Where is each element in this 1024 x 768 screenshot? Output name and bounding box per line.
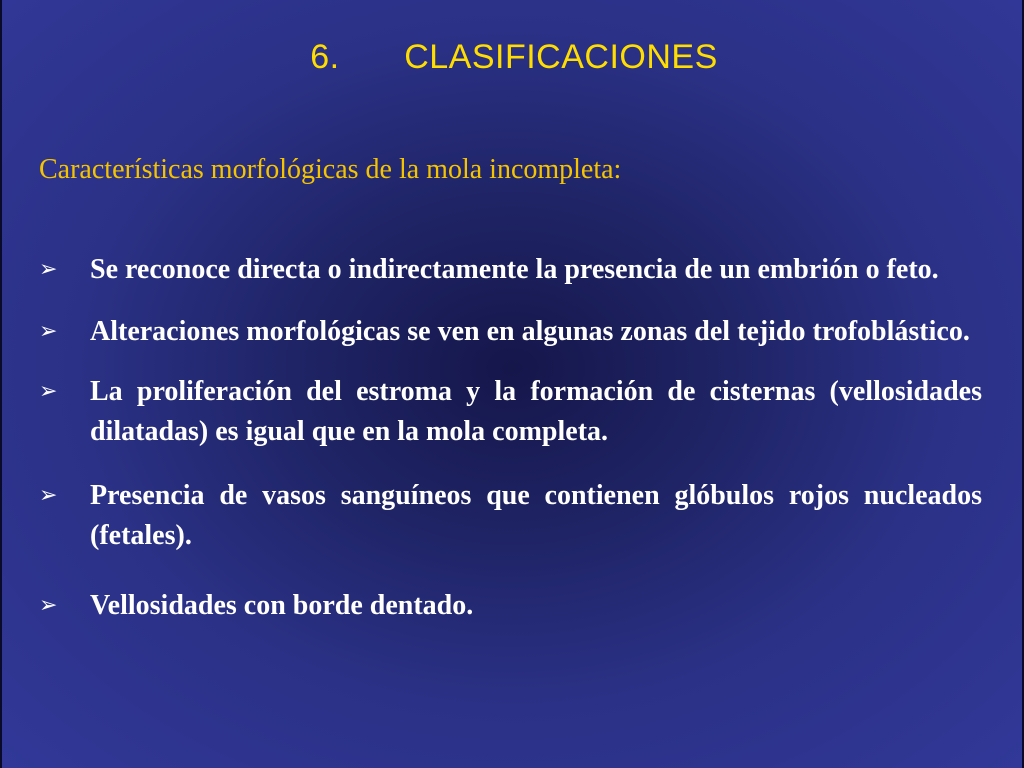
title-number: 6. xyxy=(310,38,340,76)
bullet-text: Alteraciones morfológicas se ven en algunas zonas del tejido trofoblástico. xyxy=(90,316,970,347)
arrow-bullet-icon: ➢ xyxy=(39,379,58,404)
slide-subtitle: Características morfológicas de la mola incompleta: xyxy=(39,154,622,185)
arrow-bullet-icon: ➢ xyxy=(39,593,58,618)
title-text: CLASIFICACIONES xyxy=(404,38,718,76)
bullet-text: Se reconoce directa o indirectamente la presencia de un embrión o feto. xyxy=(90,254,939,285)
arrow-bullet-icon: ➢ xyxy=(39,483,58,508)
bullet-item xyxy=(39,372,982,452)
bullet-item xyxy=(39,312,982,352)
bullet-text: Vellosidades con borde dentado. xyxy=(90,590,474,621)
arrow-bullet-icon: ➢ xyxy=(39,319,58,344)
bullet-list xyxy=(39,250,982,626)
slide-title xyxy=(2,38,1024,77)
bullet-text: La proliferación del estroma y la formación de cisternas (vellosidades dilatadas) es igual que en la mola completa. xyxy=(90,376,982,447)
bullet-item xyxy=(39,476,982,556)
bullet-text: Presencia de vasos sanguíneos que contienen glóbulos rojos nucleados (fetales). xyxy=(90,480,982,551)
bullet-item xyxy=(39,250,982,290)
arrow-bullet-icon: ➢ xyxy=(39,257,58,282)
bullet-item xyxy=(39,586,982,626)
